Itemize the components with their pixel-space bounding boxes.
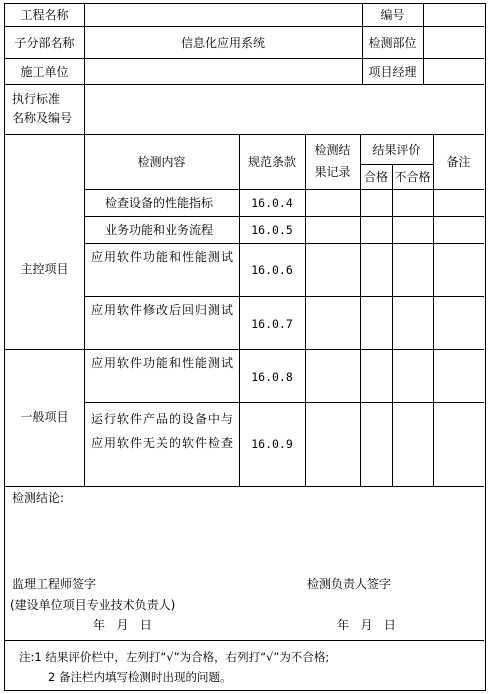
col-fail-header: 不合格 — [394, 170, 431, 184]
col-record-header-line1: 检测结 — [314, 143, 351, 157]
note-2: 2 备注栏内填写检测时出现的问题。 — [48, 670, 232, 684]
col-result-header: 结果评价 — [372, 143, 421, 157]
row-1-content: 检查设备的性能指标 — [105, 196, 214, 210]
standard-label-line2: 名称及编号 — [12, 111, 73, 125]
conclusion-label: 检测结论: — [12, 491, 65, 505]
manager-label: 项目经理 — [368, 65, 417, 79]
subdivision-value[interactable]: 信息化应用系统 — [180, 36, 265, 50]
standard-label-line1: 执行标准 — [12, 92, 61, 106]
row-2-content: 业务功能和业务流程 — [105, 223, 214, 237]
row-3-content: 应用软件功能和性能测试 — [91, 250, 235, 264]
col-pass-header: 合格 — [363, 170, 388, 184]
note-1: 注:1 结果评价栏中，左列打“√”为合格，右列打“√”为不合格; — [19, 650, 330, 664]
row-5-content: 应用软件功能和性能测试 — [91, 356, 235, 370]
inspection-form — [4, 3, 486, 691]
row-4-clause: 16.0.7 — [251, 317, 293, 331]
group-general-label: 一般项目 — [20, 410, 69, 424]
row-6-clause: 16.0.9 — [251, 437, 293, 451]
project-name-label: 工程名称 — [20, 8, 69, 22]
row-5-clause: 16.0.8 — [251, 370, 293, 384]
row-1-clause: 16.0.4 — [251, 196, 293, 210]
subdivision-label: 子分部名称 — [14, 36, 75, 50]
inspector-signature-label: 检测负责人签字 — [307, 577, 392, 591]
inspection-dept-label: 检测部位 — [368, 36, 417, 50]
group-main-label: 主控项目 — [20, 262, 69, 276]
supervisor-signature-label: 监理工程师签字 — [12, 577, 97, 591]
row-6-content: 运行软件产品的设备中与应用软件无关的软件检查 — [91, 412, 235, 450]
row-4-content: 应用软件修改后回归测试 — [91, 303, 235, 317]
date-left: 年 月 日 — [93, 618, 152, 632]
col-remark-header: 备注 — [446, 155, 471, 169]
contractor-label: 施工单位 — [20, 65, 69, 79]
date-right: 年 月 日 — [337, 618, 396, 632]
row-2-clause: 16.0.5 — [251, 223, 293, 237]
supervisor-note: (建设单位项目专业技术负责人) — [10, 598, 176, 612]
row-3-clause: 16.0.6 — [251, 263, 293, 277]
col-record-header-line2: 果记录 — [314, 165, 351, 179]
col-clause-header: 规范条款 — [247, 155, 296, 169]
code-label: 编号 — [380, 8, 405, 22]
col-content-header: 检测内容 — [137, 155, 186, 169]
